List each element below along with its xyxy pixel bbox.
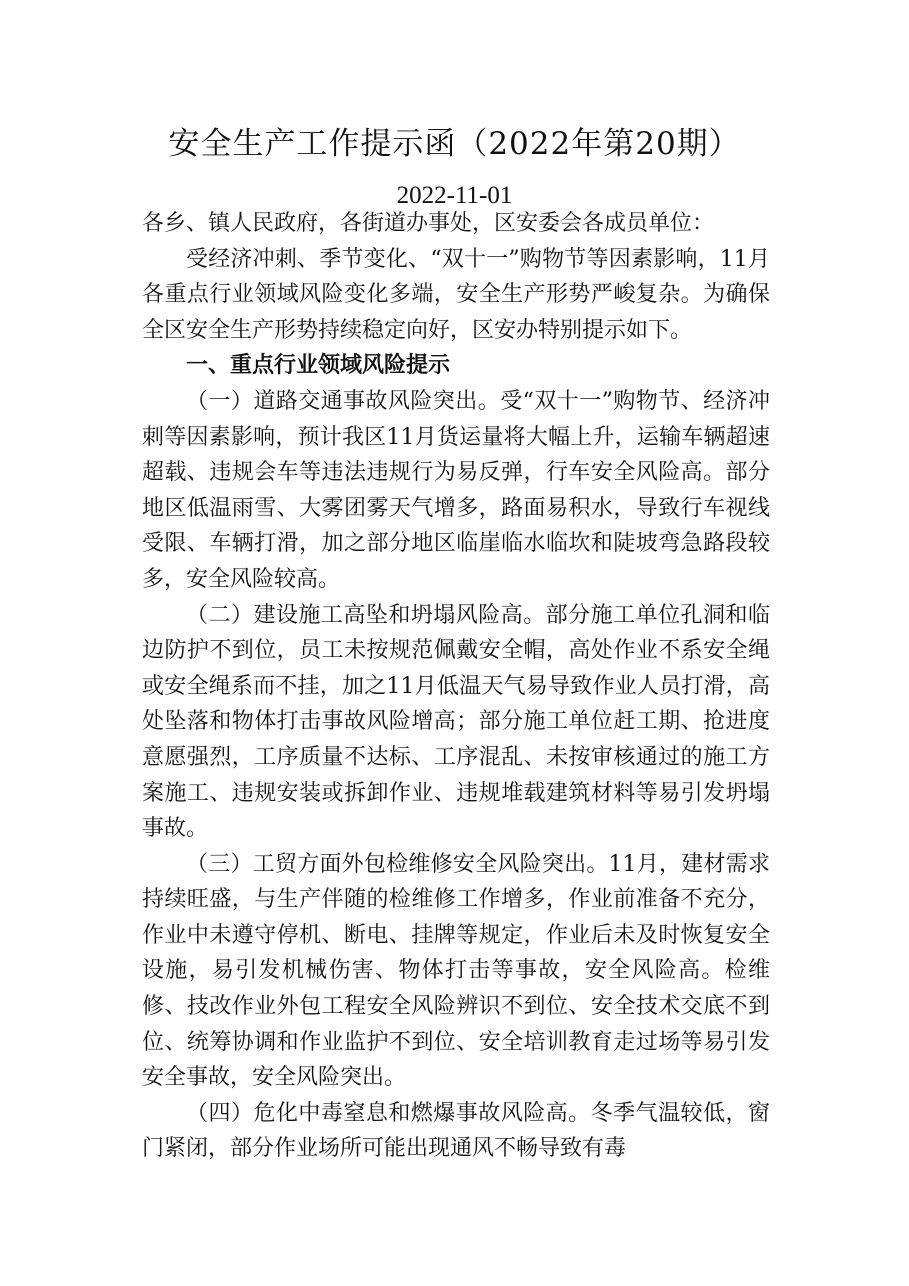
document-date: 2022-11-01 bbox=[396, 182, 513, 209]
salutation: 各乡、镇人民政府，各街道办事处，区安委会各成员单位： bbox=[142, 211, 715, 236]
document-title: 安全生产工作提示函（2022年第20期） bbox=[168, 126, 741, 162]
paragraph-item-2: （二）建设施工高坠和坍塌风险高。部分施工单位孔洞和临边防护不到位，员工未按规范佩戴安全帽，高处作业不系安全绳或安全绳系而不挂，加之11月低温天气易导致作业人员打滑，高处坠落和物体打击事故风险增高；部分施工单位赶工期、抢进度意愿强烈，工序质量不达标、工序混乱、未按审核通过的施工方案施工、违规安装或拆卸作业、违规堆载建筑材料等易引发坍塌事故。 bbox=[142, 602, 770, 842]
paragraph-item-3: （三）工贸方面外包检维修安全风险突出。11月，建材需求持续旺盛，与生产伴随的检维修工作增多，作业前准备不充分，作业中未遵守停机、断电、挂牌等规定，作业后未及时恢复安全设施，易引发机械伤害、物体打击等事故，安全风险高。检维修、技改作业外包工程安全风险辨识不到位、安全技术交底不到位、统筹协调和作业监护不到位、安全培训教育走过场等易引发安全事故，安全风险突出。 bbox=[142, 851, 770, 1091]
paragraph-item-4: （四）危化中毒窒息和燃爆事故风险高。冬季气温较低，窗门紧闭，部分作业场所可能出现通风不畅导致有毒 bbox=[142, 1100, 770, 1162]
intro-paragraph: 受经济冲刺、季节变化、“双十一”购物节等因素影响，11月各重点行业领域风险变化多端，安全生产形势严峻复杂。为确保全区安全生产形势持续稳定向好，区安办特别提示如下。 bbox=[142, 246, 770, 343]
section-heading: 一、重点行业领域风险提示 bbox=[186, 353, 451, 379]
document-body bbox=[142, 206, 770, 1167]
paragraph-item-1: （一）道路交通事故风险突出。受“双十一”购物节、经济冲刺等因素影响，预计我区11月货运量将大幅上升，运输车辆超速超载、违规会车等违法违规行为易反弹，行车安全风险高。部分地区低温雨雪、大雾团雾天气增多，路面易积水，导致行车视线受限、车辆打滑，加之部分地区临崖临水临坎和陡坡弯急路段较多，安全风险较高。 bbox=[142, 388, 770, 592]
